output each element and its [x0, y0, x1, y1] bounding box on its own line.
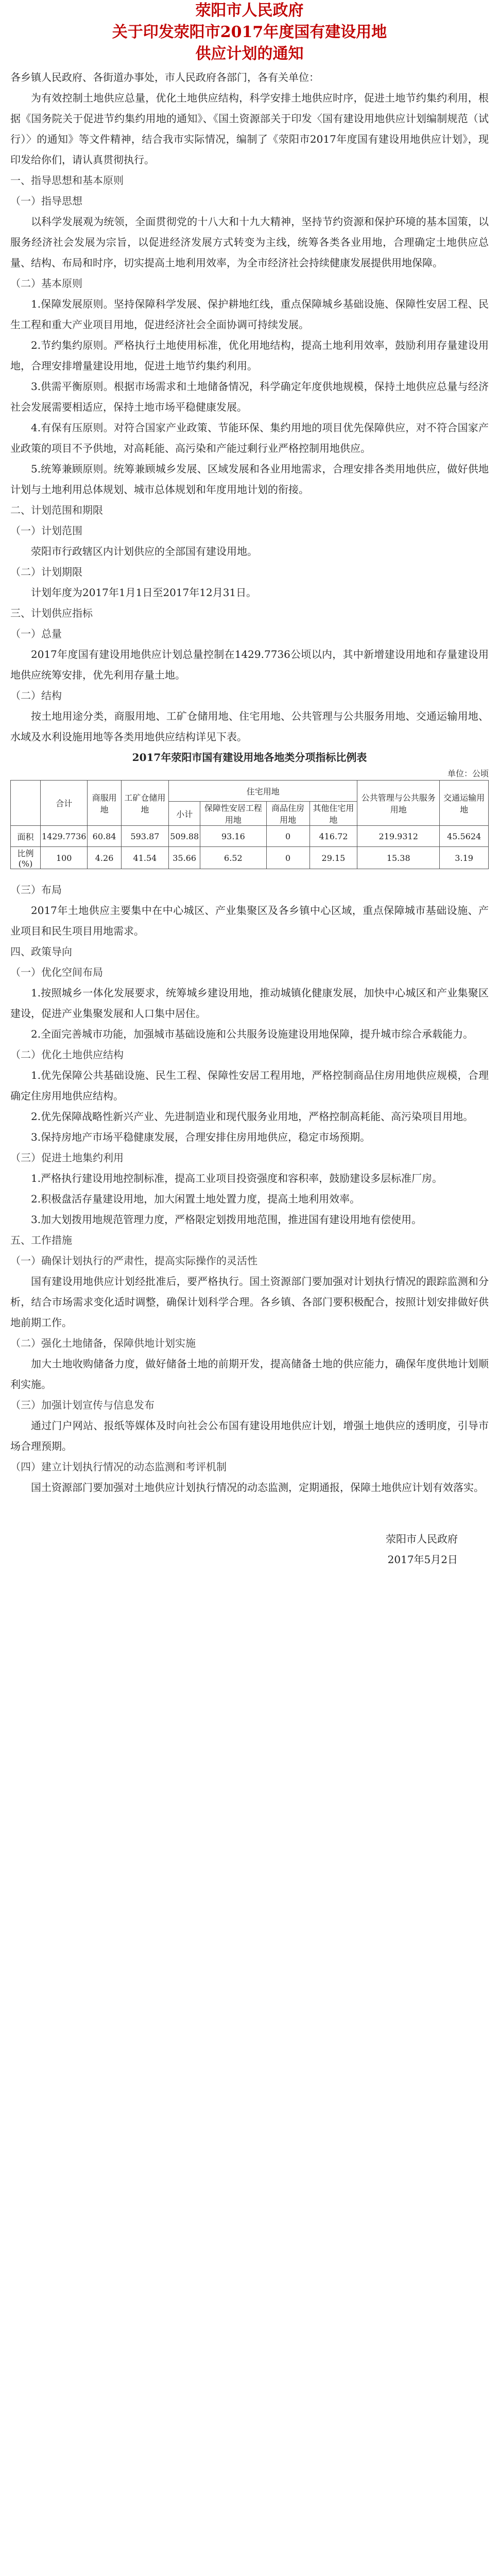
salutation: 各乡镇人民政府、各街道办事处，市人民政府各部门，各有关单位：	[10, 71, 319, 83]
table-cell: 509.88	[169, 826, 200, 847]
section-paragraph: 计划年度为2017年1月1日至2017年12月31日。	[31, 586, 257, 599]
table-cell: 93.16	[200, 826, 266, 847]
section-heading: （二）优化土地供应结构	[10, 1048, 124, 1061]
section-heading: （三）加强计划宣传与信息发布	[10, 1399, 154, 1411]
table-header-cell: 住宅用地	[169, 781, 357, 802]
section-paragraph: 2.全面完善城市功能，加强城市基础设施和公共服务设施建设用地保障，提升城市综合承载能力。	[31, 1028, 474, 1040]
table-cell: 593.87	[121, 826, 169, 847]
table-header-cell: 工矿仓储用地	[121, 781, 169, 826]
section-paragraph: 1.保障发展原则。坚持保障科学发展、保护耕地红线，重点保障城乡基础设施、保障性安居工程、民生工程和重大产业项目用地，促进经济社会全面协调可持续发展。	[10, 298, 489, 331]
table-cell: 45.5624	[440, 826, 489, 847]
table-header-cell: 公共管理与公共服务用地	[357, 781, 440, 826]
table-subheader-cell: 商品住房用地	[266, 802, 309, 826]
table-cell: 0	[266, 826, 309, 847]
table-header-cell: 商服用地	[88, 781, 121, 826]
table-subheader-cell: 其他住宅用地	[309, 802, 357, 826]
section-paragraph: 按土地用途分类，商服用地、工矿仓储用地、住宅用地、公共管理与公共服务用地、交通运输用地、水域及水利设施用地等各类用地供应结构详见下表。	[10, 710, 489, 743]
doc-body	[10, 67, 489, 1570]
table-cell: 15.38	[357, 847, 440, 869]
table-header-cell: 交通运输用地	[440, 781, 489, 826]
section-paragraph: 荥阳市行政辖区内计划供应的全部国有建设用地。	[31, 545, 257, 557]
table-header-cell	[11, 781, 41, 826]
section-paragraph: 3.加大划拨用地规范管理力度，严格限定划拨用地范围，推进国有建设用地有偿使用。	[31, 1213, 422, 1226]
section-paragraph: 以科学发展观为统领，全面贯彻党的十八大和十九大精神，坚持节约资源和保护环境的基本国策，以服务经济社会发展为宗旨，以促进经济发展方式转变为主线，统筹各类各业用地，合理确定土地供应总量、结构、布局和时序，切实提高土地利用效率，为全市经济社会持续健康发展提供用地保障。	[10, 215, 489, 269]
table-cell: 60.84	[88, 826, 121, 847]
section-paragraph: 2.节约集约原则。严格执行土地使用标准，优化用地结构，提高土地利用效率，鼓励利用存量建设用地，合理安排增量建设用地，促进土地节约集约利用。	[10, 339, 489, 372]
section-heading: （一）优化空间布局	[10, 966, 103, 978]
section-paragraph: 2.优先保障战略性新兴产业、先进制造业和现代服务业用地，严格控制高耗能、高污染项目用地。	[31, 1110, 474, 1123]
section-paragraph: 4.有保有压原则。对符合国家产业政策、节能环保、集约用地的项目优先保障供应，对不符合国家产业政策的项目不予供地，对高耗能、高污染和产能过剩行业严格控制用地供应。	[10, 421, 489, 454]
table-header-cell: 合计	[40, 781, 88, 826]
section-heading: （二）基本原则	[10, 277, 82, 290]
section-heading: （一）确保计划执行的严肃性，提高实际操作的灵活性	[10, 1255, 257, 1267]
table-cell: 4.26	[88, 847, 121, 869]
land-supply-table	[10, 780, 489, 869]
section-heading: 一、指导思想和基本原则	[10, 174, 124, 187]
section-paragraph: 1.按照城乡一体化发展要求，统筹城乡建设用地，推动城镇化健康发展，加快中心城区和产业集聚区建设，促进产业集聚发展和人口集中居住。	[10, 987, 489, 1020]
table-cell: 6.52	[200, 847, 266, 869]
section-paragraph: 通过门户网站、报纸等媒体及时向社会公布国有建设用地供应计划，增强土地供应的透明度，引导市场合理预期。	[10, 1419, 489, 1452]
section-paragraph: 3.供需平衡原则。根据市场需求和土地储备情况，科学确定年度供地规模，保持土地供应总量与经济社会发展需要相适应，保持土地市场平稳健康发展。	[10, 380, 489, 413]
table-cell: 100	[40, 847, 88, 869]
section-heading: 五、工作措施	[10, 1234, 72, 1246]
table-row	[11, 847, 489, 869]
section-heading: （一）计划范围	[10, 524, 82, 537]
table-subheader-cell: 小计	[169, 802, 200, 826]
section-heading: （三）布局	[10, 884, 62, 896]
section-paragraph: 1.严格执行建设用地控制标准，提高工业项目投资强度和容积率，鼓励建设多层标准厂房。	[31, 1172, 443, 1184]
section-paragraph: 2017年土地供应主要集中在中心城区、产业集聚区及各乡镇中心区域，重点保障城市基础设施、产业项目和民生项目用地需求。	[10, 904, 489, 937]
table-cell: 41.54	[121, 847, 169, 869]
section-heading: 四、政策导向	[10, 945, 72, 958]
signature-org: 荥阳市人民政府	[386, 1533, 458, 1545]
section-paragraph: 5.统筹兼顾原则。统筹兼顾城乡发展、区域发展和各业用地需求，合理安排各类用地供应，做好供地计划与土地利用总体规划、城市总体规划和年度用地计划的衔接。	[10, 463, 489, 496]
sections-after-table	[10, 879, 489, 1498]
section-heading: 二、计划范围和期限	[10, 504, 103, 516]
table-subheader-cell: 保障性安居工程用地	[200, 802, 266, 826]
section-heading: （四）建立计划执行情况的动态监测和考评机制	[10, 1461, 227, 1473]
table-row	[11, 826, 489, 847]
section-heading: （三）促进土地集约利用	[10, 1151, 124, 1164]
table-cell: 1429.7736	[40, 826, 88, 847]
table-cell: 3.19	[440, 847, 489, 869]
signature-date: 2017年5月2日	[387, 1553, 458, 1566]
section-paragraph: 3.保持房地产市场平稳健康发展，合理安排住房用地供应，稳定市场预期。	[31, 1131, 371, 1143]
table-cell: 219.9312	[357, 826, 440, 847]
table-row-label: 面积	[11, 826, 41, 847]
table-cell: 29.15	[309, 847, 357, 869]
section-paragraph: 加大土地收购储备力度，做好储备土地的前期开发，提高储备土地的供应能力，确保年度供地计划顺利实施。	[10, 1358, 489, 1391]
section-paragraph: 2017年度国有建设用地供应计划总量控制在1429.7736公顷以内，其中新增建设用地和存量建设用地供应统筹安排，优先利用存量土地。	[10, 648, 489, 681]
table-cell: 35.66	[169, 847, 200, 869]
table-unit: 单位：公顷	[447, 769, 489, 778]
section-heading: （一）指导思想	[10, 195, 82, 207]
section-paragraph: 1.优先保障公共基础设施、民生工程、保障性安居工程用地，严格控制商品住房用地供应规模，合理确定住房用地供应结构。	[10, 1069, 489, 1102]
doc-title-line2: 供应计划的通知	[195, 45, 304, 63]
table-row-label: 比例(%)	[11, 847, 41, 869]
section-heading: （一）总量	[10, 628, 62, 640]
section-heading: （二）结构	[10, 689, 62, 702]
section-paragraph: 国有建设用地供应计划经批准后，要严格执行。国土资源部门要加强对计划执行情况的跟踪监测和分析，结合市场需求变化适时调整，确保计划科学合理。各乡镇、各部门要积极配合，按照计划安排做好供地前期工作。	[10, 1275, 489, 1329]
table-cell: 416.72	[309, 826, 357, 847]
table-cell: 0	[266, 847, 309, 869]
section-heading: （二）计划期限	[10, 566, 82, 578]
section-heading: （二）强化土地储备，保障供地计划实施	[10, 1337, 196, 1349]
section-paragraph: 2.积极盘活存量建设用地，加大闲置土地处置力度，提高土地利用效率。	[31, 1193, 360, 1205]
doc-title-line1: 关于印发荥阳市2017年度国有建设用地	[112, 23, 387, 41]
section-paragraph: 国土资源部门要加强对土地供应计划执行情况的动态监测，定期通报，保障土地供应计划有效落实。	[31, 1481, 484, 1494]
sections	[10, 170, 489, 747]
intro-paragraph: 为有效控制土地供应总量，优化土地供应结构，科学安排土地供应时序，促进土地节约集约利用，根据《国务院关于促进节约集约用地的通知》、《国土资源部关于印发〈国有建设用地供应计划编制规范（试行）〉的通知》等文件精神，结合我市实际情况，编制了《荥阳市2017年度国有建设用地供应计划》，现印发给你们，请认真贯彻执行。	[10, 92, 489, 166]
table-caption: 2017年荥阳市国有建设用地各地类分项指标比例表	[132, 751, 367, 764]
doc-header-org: 荥阳市人民政府	[195, 2, 304, 20]
section-heading: 三、计划供应指标	[10, 607, 93, 619]
